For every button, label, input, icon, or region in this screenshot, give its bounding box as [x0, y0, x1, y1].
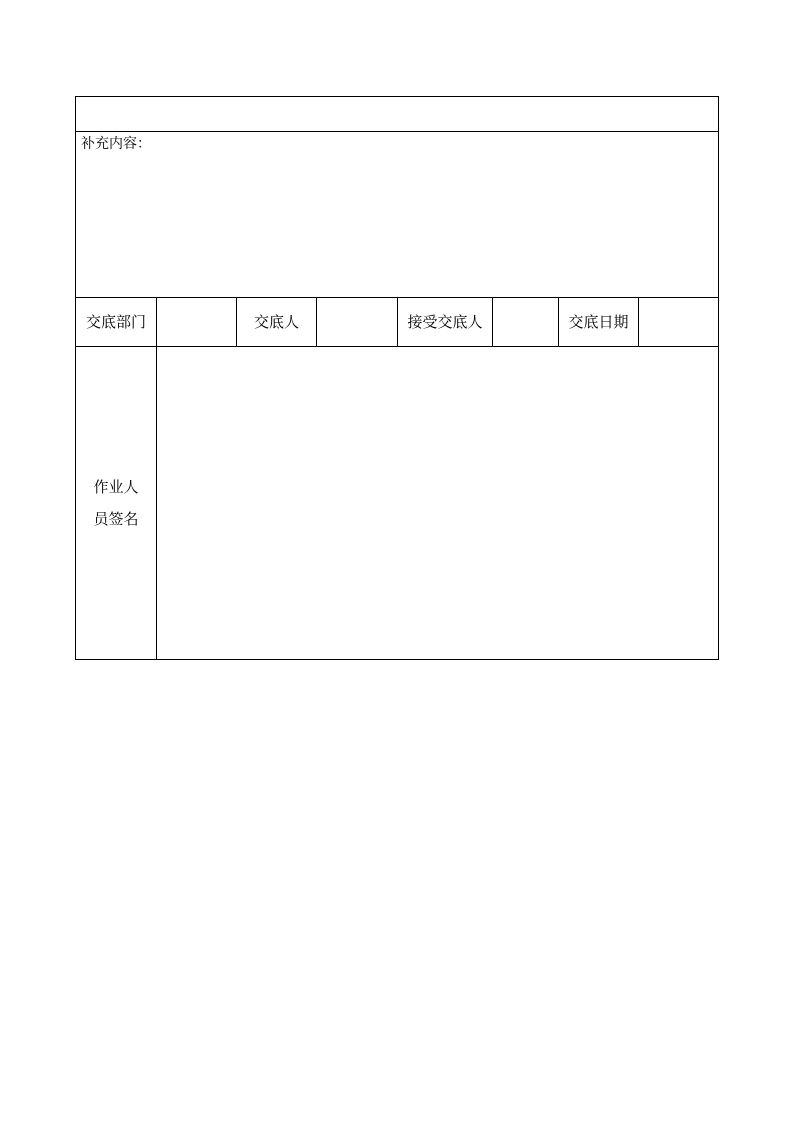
worker-signature-label-line2: 员签名 [93, 509, 139, 528]
form-title-row [76, 97, 718, 132]
date-value-cell[interactable] [639, 297, 718, 346]
receiver-value-cell[interactable] [493, 297, 559, 346]
supplement-content-label: 补充内容： [81, 136, 151, 152]
worker-signature-label-line1: 作业人 [93, 477, 139, 496]
briefer-label-cell [237, 297, 317, 346]
receiver-label-cell [398, 297, 493, 346]
receiver-label: 接受交底人 [407, 313, 483, 331]
worker-signature-label-cell [76, 346, 157, 659]
briefer-value-cell[interactable] [317, 297, 398, 346]
briefing-info-row [76, 297, 718, 347]
briefing-form-table [75, 96, 719, 660]
date-label-cell [559, 297, 639, 346]
department-value-cell[interactable] [157, 297, 237, 346]
department-label: 交底部门 [85, 313, 146, 331]
worker-signature-area[interactable] [157, 346, 718, 659]
date-label: 交底日期 [568, 313, 629, 331]
department-label-cell [76, 297, 157, 346]
supplement-content-row[interactable] [76, 131, 718, 298]
worker-signature-row [76, 346, 718, 659]
briefer-label: 交底人 [253, 313, 299, 331]
